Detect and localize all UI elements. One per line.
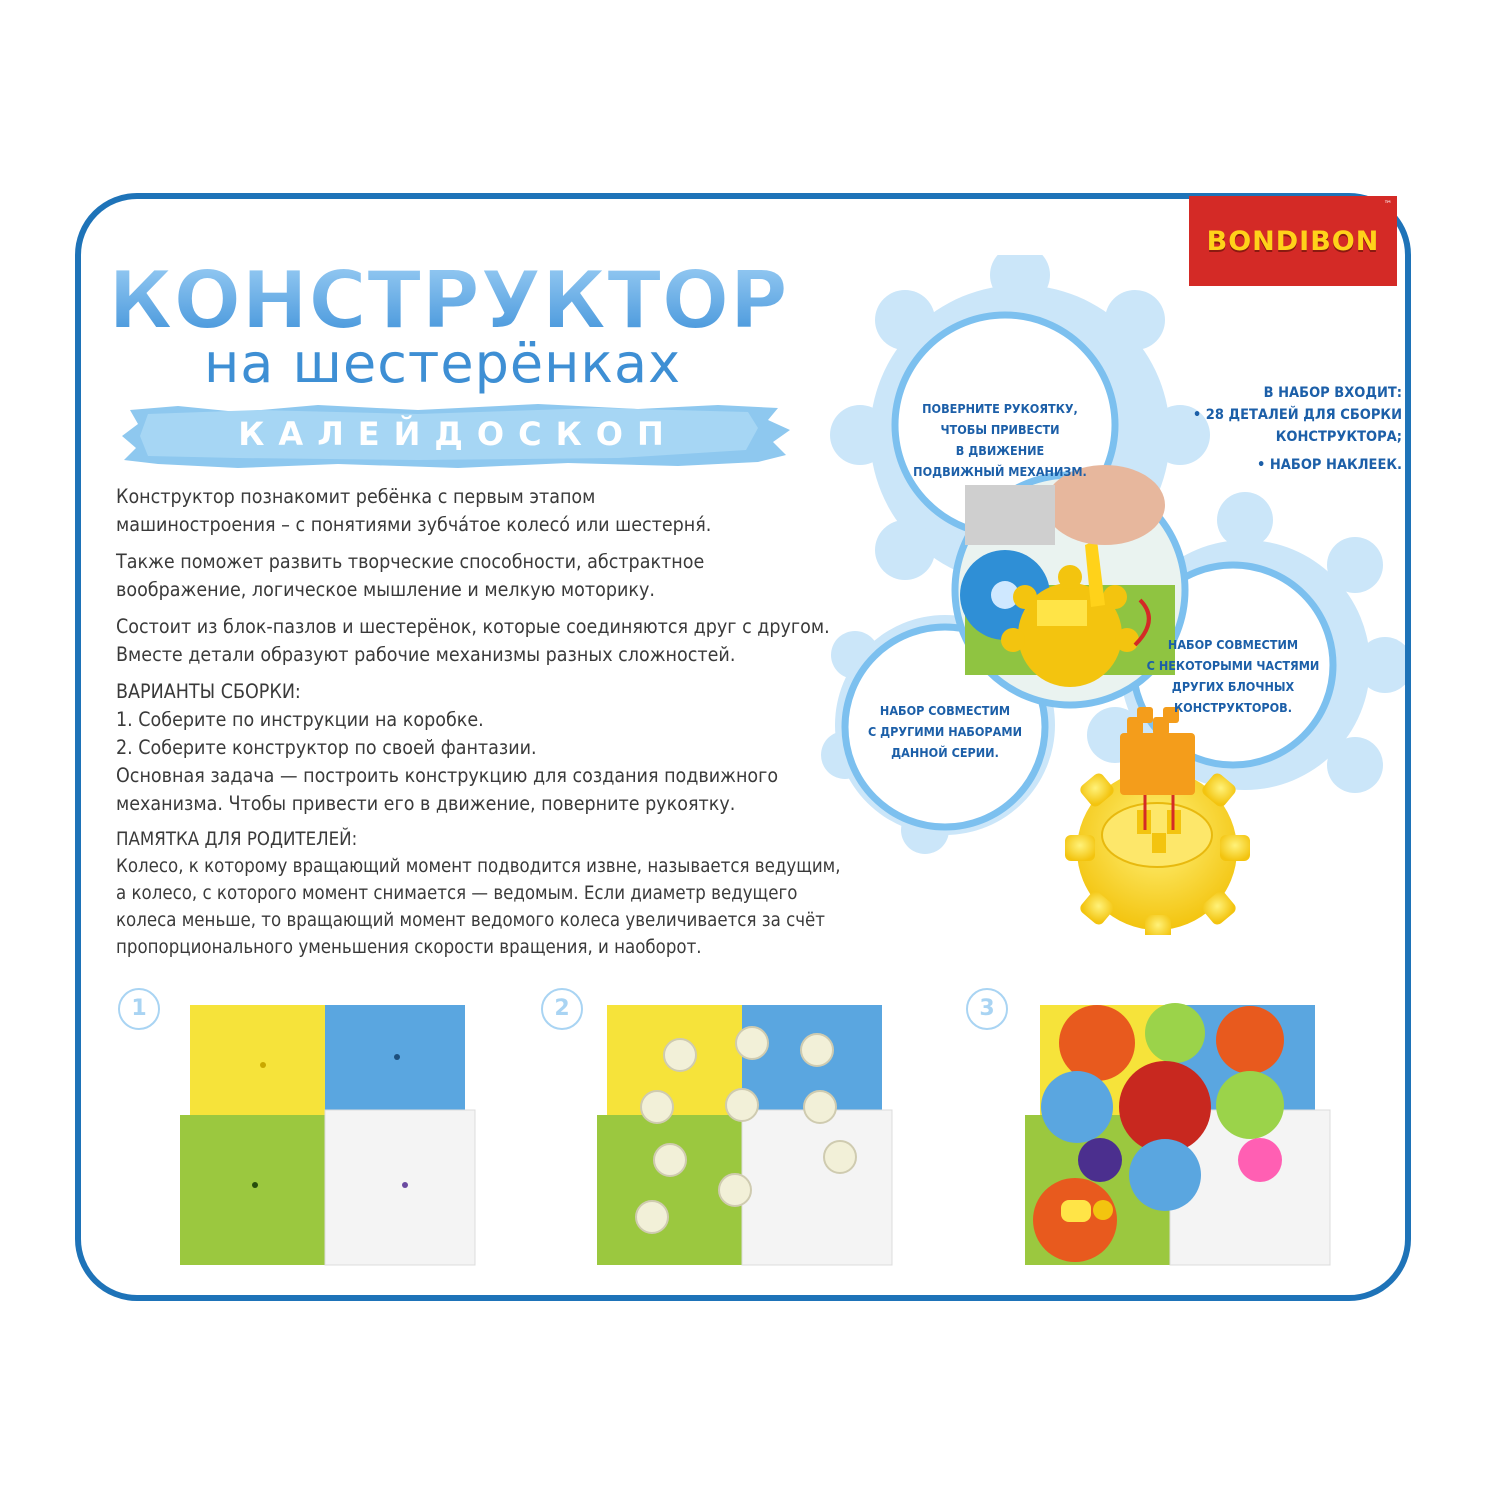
callout-line: ДАННОЙ СЕРИИ. bbox=[891, 745, 999, 760]
callout-line: КОНСТРУКТОРОВ. bbox=[1173, 700, 1293, 715]
memo-line: колеса меньше, то вращающий момент ведомого колеса увеличивается за счёт bbox=[116, 910, 825, 931]
title-subtitle: на шестерёнках bbox=[204, 332, 682, 395]
description-line: машиностроения – с понятиями зубча́тое колесо́ или шестерня́. bbox=[116, 513, 712, 536]
kit-heading: В НАБОР ВХОДИТ: bbox=[1263, 385, 1402, 401]
step-number-2: 2 bbox=[541, 988, 583, 1030]
title-main-text: КОНСТРУКТОР bbox=[108, 262, 788, 342]
callout-line: В ДВИЖЕНИЕ bbox=[955, 443, 1045, 458]
callout-series bbox=[860, 700, 1030, 763]
callout-line: НАБОР СОВМЕСТИМ bbox=[879, 703, 1011, 718]
callout-line: НАБОР СОВМЕСТИМ bbox=[1167, 637, 1299, 652]
callout-line: С НЕКОТОРЫМИ ЧАСТЯМИ bbox=[1146, 658, 1320, 673]
step-number-1: 1 bbox=[118, 988, 160, 1030]
memo-block bbox=[116, 826, 866, 961]
title-main bbox=[100, 262, 800, 342]
title-banner: КАЛЕЙДОСКОП bbox=[238, 415, 678, 453]
description-line: Конструктор познакомит ребёнка с первым этапом bbox=[116, 485, 596, 508]
variant-item: 2. Соберите конструктор по своей фантазии. bbox=[116, 736, 537, 759]
memo-line: а колесо, с которого момент снимается — ведомым. Если диаметр ведущего bbox=[116, 883, 798, 904]
description-block bbox=[116, 483, 866, 970]
step-3-image bbox=[1015, 995, 1345, 1275]
feature-illustration bbox=[815, 255, 1405, 935]
brand-logo-text: BONDIBON bbox=[1206, 225, 1380, 257]
kit-item: • 28 ДЕТАЛЕЙ ДЛЯ СБОРКИ bbox=[1192, 407, 1402, 423]
description-line: воображение, логическое мышление и мелкую моторику. bbox=[116, 578, 655, 601]
task-line: механизма. Чтобы привести его в движение, поверните рукоятку. bbox=[116, 792, 736, 815]
memo-line: пропорционального уменьшения скорости вращения, и наоборот. bbox=[116, 937, 702, 958]
step-number-3: 3 bbox=[966, 988, 1008, 1030]
memo-heading: ПАМЯТКА ДЛЯ РОДИТЕЛЕЙ: bbox=[116, 829, 358, 850]
description-p3 bbox=[116, 613, 866, 669]
variant-item: 1. Соберите по инструкции на коробке. bbox=[116, 708, 484, 731]
callout-line: ПОДВИЖНЫЙ МЕХАНИЗМ. bbox=[913, 464, 1087, 479]
tile-board bbox=[180, 1005, 475, 1265]
step-2-image bbox=[592, 995, 912, 1275]
description-line: Состоит из блок-пазлов и шестерёнок, которые соединяются друг с другом. bbox=[116, 615, 830, 638]
callout-line: ПОВЕРНИТЕ РУКОЯТКУ, bbox=[922, 401, 1078, 416]
description-line: Вместе детали образуют рабочие механизмы разных сложностей. bbox=[116, 643, 736, 666]
task-line: Основная задача — построить конструкцию для создания подвижного bbox=[116, 764, 779, 787]
variants-heading: ВАРИАНТЫ СБОРКИ: bbox=[116, 680, 301, 703]
trademark: ™ bbox=[1383, 200, 1392, 210]
memo-line: Колесо, к которому вращающий момент подводится извне, называется ведущим, bbox=[116, 856, 841, 877]
callout-handle bbox=[905, 398, 1095, 482]
callout-line: С ДРУГИМИ НАБОРАМИ bbox=[868, 724, 1022, 739]
description-p1 bbox=[116, 483, 866, 539]
description-line: Также поможет развить творческие способности, абстрактное bbox=[116, 550, 705, 573]
callout-line: ЧТОБЫ ПРИВЕСТИ bbox=[940, 422, 1060, 437]
kit-contents bbox=[1150, 382, 1402, 476]
variants-block bbox=[116, 678, 866, 818]
description-p2 bbox=[116, 548, 866, 604]
callout-line: ДРУГИХ БЛОЧНЫХ bbox=[1171, 679, 1295, 694]
callout-blocks bbox=[1143, 634, 1323, 718]
kit-item: • НАБОР НАКЛЕЕК. bbox=[1257, 457, 1402, 473]
step-1-image bbox=[175, 995, 495, 1275]
kit-item: КОНСТРУКТОРА; bbox=[1275, 429, 1402, 445]
